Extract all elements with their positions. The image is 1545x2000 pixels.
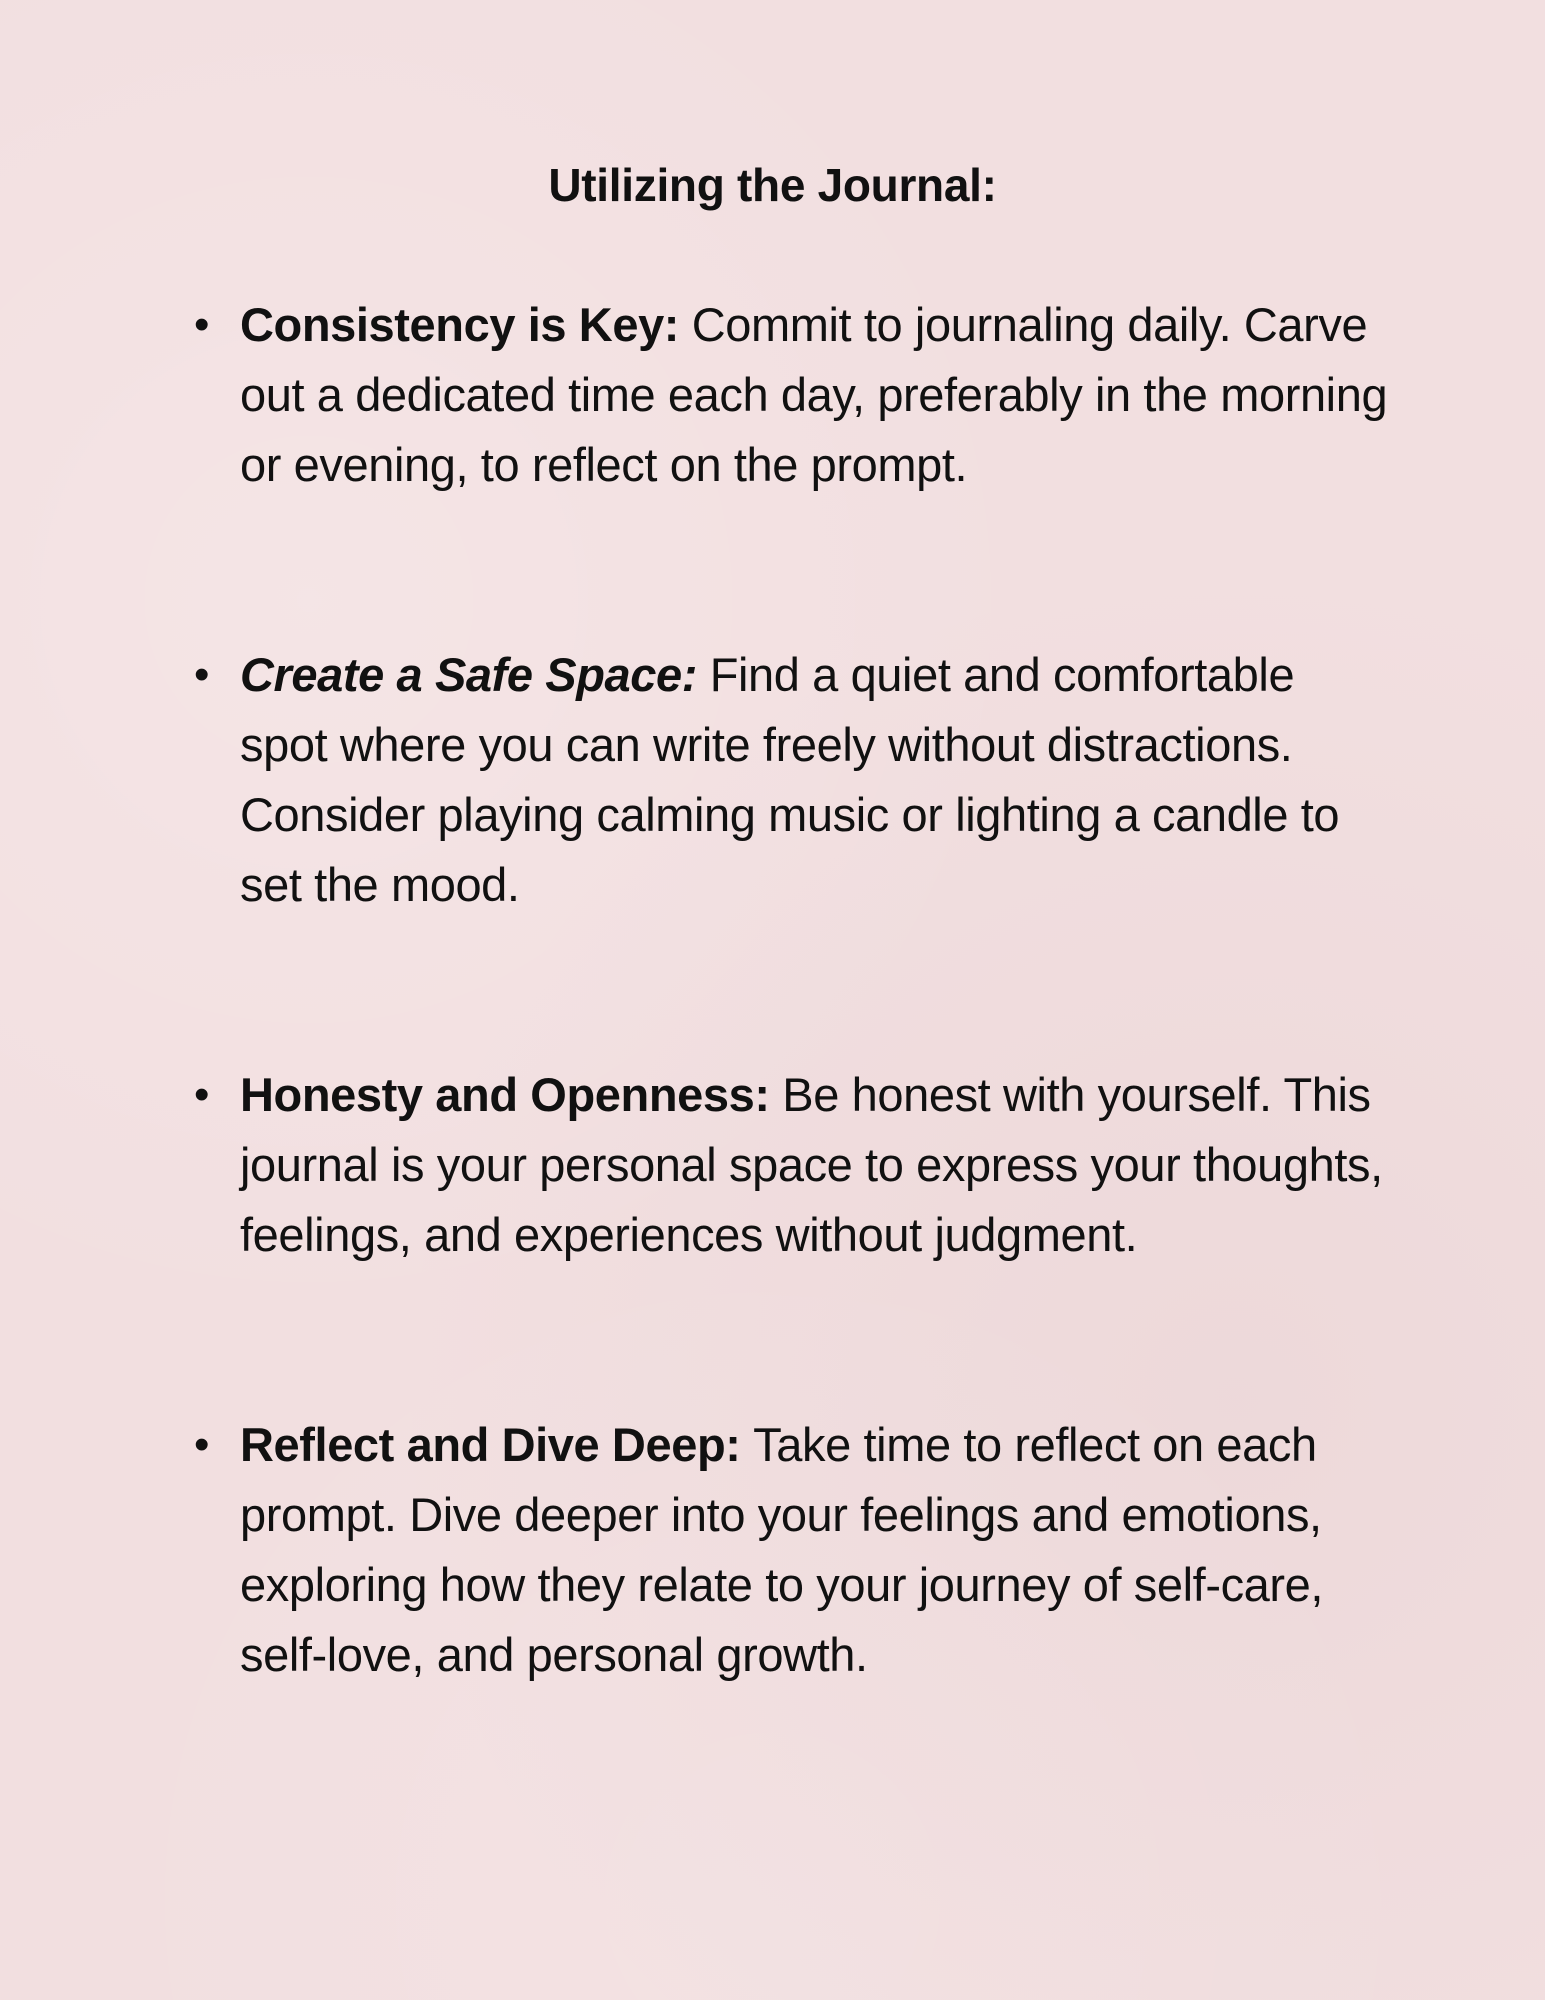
page-title: Utilizing the Journal: xyxy=(548,159,997,211)
tip-item-safe-space xyxy=(194,640,1390,920)
bullet-dot-icon: • xyxy=(194,650,210,699)
bullet-dot-icon: • xyxy=(194,1420,210,1469)
tip-heading: Create a Safe Space: xyxy=(240,648,710,701)
tip-heading: Honesty and Openness: xyxy=(240,1068,783,1121)
tip-heading: Reflect and Dive Deep: xyxy=(240,1418,754,1471)
tip-body: Be honest with yourself. This journal is your personal space to express your thoughts, feelings, and experiences without judgment. xyxy=(240,1068,1383,1261)
tips-list xyxy=(194,290,1390,1690)
bullet-dot-icon: • xyxy=(194,1070,210,1119)
tip-item-consistency xyxy=(194,290,1390,500)
tip-item-honesty xyxy=(194,1060,1390,1270)
tip-body: Commit to journaling daily. Carve out a dedicated time each day, preferably in the morning or evening, to reflect on the prompt. xyxy=(240,298,1388,491)
tip-heading: Consistency is Key: xyxy=(240,298,692,351)
tip-body: Find a quiet and comfortable spot where you can write freely without distractions. Consider playing calming music or lighting a candle to set the mood. xyxy=(240,648,1340,911)
bullet-dot-icon: • xyxy=(194,300,210,349)
tip-item-reflect xyxy=(194,1410,1390,1690)
tip-body: Take time to reflect on each prompt. Dive deeper into your feelings and emotions, exploring how they relate to your journey of self-care, self-love, and personal growth. xyxy=(240,1418,1324,1681)
